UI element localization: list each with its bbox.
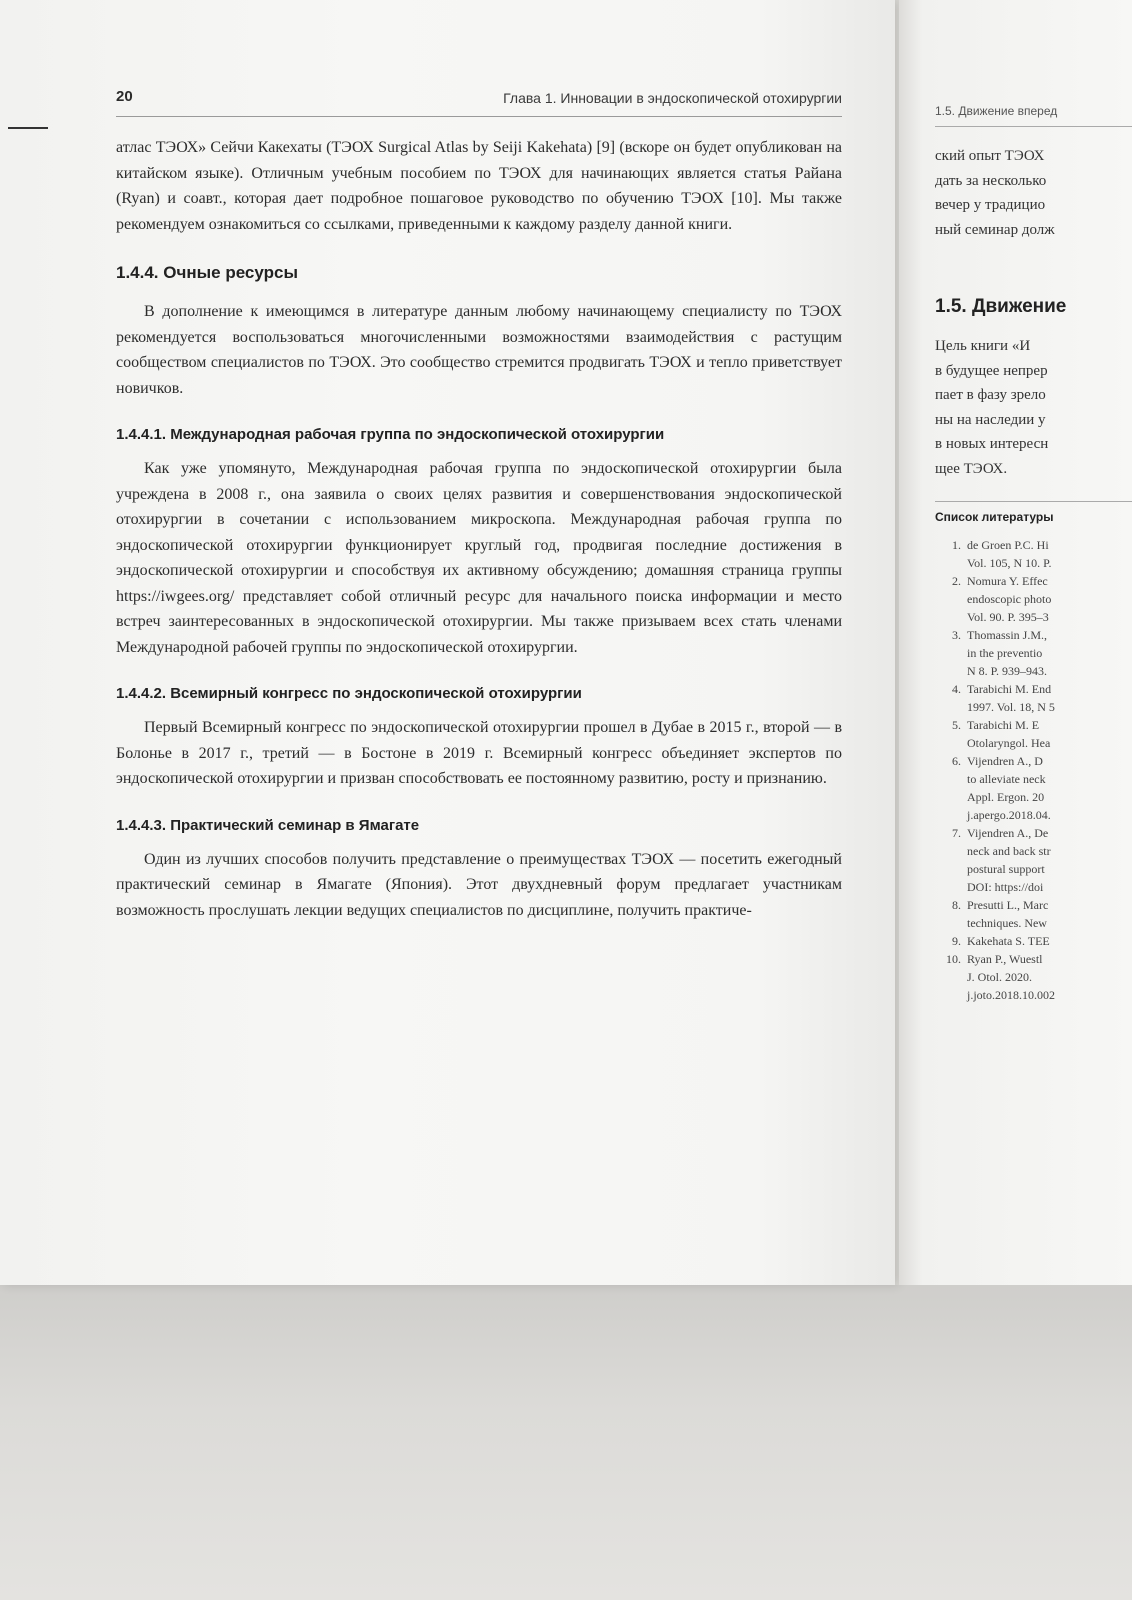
reference-number: 7. (952, 826, 961, 840)
page-number: 20 (116, 88, 133, 105)
text-line: ный семинар долж (935, 221, 1055, 238)
intro-paragraph: атлас ТЭОХ» Сейчи Какехаты (ТЭОХ Surgical Atlas by Seiji Kakehata) [9] (вскоре он будет опубликован на китайском языке). Отличным учебным пособием по ТЭОХ для начинающих является статья Райана (Ryan) и соавт., которая дает подробное пошаговое руководство по обучению ТЭОХ [10]. Мы также рекомендуем ознакомиться со ссылками, приведенными к каждому разделу данной книги. (116, 139, 842, 233)
reference-line: j.apergo.2018.04. (967, 808, 1051, 822)
header-rule (116, 116, 842, 117)
reference-line: j.joto.2018.10.002 (967, 988, 1056, 1002)
reference-item (939, 572, 1055, 626)
reference-item (939, 752, 1055, 824)
text-line: ский опыт ТЭОХ (935, 148, 1045, 164)
references-title: Список литературы (935, 510, 1054, 524)
reference-line: Vol. 105, N 10. P. (967, 556, 1052, 570)
reference-line: techniques. New (967, 916, 1047, 930)
section-paragraph-1-4-4-3: Один из лучших способов получить представление о преимуществах ТЭОХ — посетить ежегодный практический семинар в Ямагате (Япония). Этот двухдневный форум предлагает участникам возможность прослушать лекции ведущих специалистов по дисциплине, получить практиче- (116, 850, 842, 919)
page-content (116, 135, 842, 923)
references-list (939, 536, 1055, 1004)
reference-line: de Groen P.C. Hi (967, 538, 1049, 552)
section-heading-1-4-4: 1.4.4. Очные ресурсы (116, 263, 298, 282)
right-section-heading: 1.5. Движение (935, 296, 1067, 317)
reference-number: 2. (952, 574, 961, 588)
reference-line: Vijendren A., De (967, 826, 1049, 840)
reference-line: postural support (967, 862, 1045, 876)
reference-line: 1997. Vol. 18, N 5 (967, 700, 1055, 714)
reference-line: Thomassin J.M., (967, 628, 1048, 642)
running-header: Глава 1. Инновации в эндоскопической отохирургии (503, 90, 842, 106)
reference-number: 4. (952, 682, 961, 696)
reference-number: 9. (952, 934, 961, 948)
text-line: в будущее непрер (935, 362, 1048, 379)
text-line: Цель книги «И (935, 338, 1031, 354)
right-page (899, 0, 1132, 1285)
reference-item (939, 824, 1055, 896)
scanner-background (0, 1285, 1132, 1600)
reference-item (939, 680, 1055, 716)
text-line: ны на наследии у (935, 411, 1046, 428)
reference-item (939, 950, 1055, 1004)
section-heading-1-4-4-3: 1.4.4.3. Практический семинар в Ямагате (116, 816, 420, 834)
reference-line: neck and back str (967, 844, 1051, 858)
section-paragraph-1-4-4-1: Как уже упомянуто, Международная рабочая группа по эндоскопической отохирургии была учреждена в 2008 г., она заявила о своих целях развития и совершенствования эндоскопической отохирургии в сочетании с использованием микроскопа. Международная рабочая группа по эндоскопической отохирургии функционирует круглый год, продвигая последние достижения в эндоскопической отохирургии и способствуя их активному обсуждению; домашняя страница группы https://iwgees.org/ представляет собой отличный ресурс для начального поиска информации и место встреч заинтересованных в эндоскопической отохирургии. Мы также призываем всех стать членами Международной рабочей группы по эндоскопической отохирургии. (116, 460, 842, 656)
reference-line: DOI: https://doi (967, 880, 1044, 894)
reference-number: 8. (952, 898, 961, 912)
refs-rule (935, 501, 1132, 502)
right-section-paragraph (935, 334, 1048, 481)
reference-line: Tarabichi M. E (967, 718, 1040, 732)
section-paragraph-1-4-4: В дополнение к имеющимся в литературе данным любому начинающему специалисту по ТЭОХ рекомендуется воспользоваться многочисленными возможностями взаимодействия с растущим сообществом специалистов по ТЭОХ. Это сообщество стремится продвигать ТЭОХ и тепло приветствует новичков. (116, 303, 842, 397)
reference-item (939, 536, 1055, 572)
reference-line: N 8. P. 939–943. (967, 664, 1048, 678)
reference-line: Ryan P., Wuestl (967, 952, 1043, 966)
reference-line: J. Otol. 2020. (967, 970, 1033, 984)
right-top-paragraph (935, 144, 1055, 242)
reference-line: endoscopic photo (967, 592, 1052, 606)
reference-number: 6. (952, 754, 961, 768)
reference-line: Vijendren A., D (967, 754, 1043, 768)
reference-number: 10. (946, 952, 961, 966)
section-heading-1-4-4-2: 1.4.4.2. Всемирный конгресс по эндоскопической отохирургии (116, 685, 582, 702)
text-line: в новых интересн (935, 436, 1049, 452)
reference-line: Appl. Ergon. 20 (967, 790, 1045, 804)
right-header-rule (935, 126, 1132, 127)
reference-item (939, 896, 1055, 932)
reference-item (939, 626, 1055, 680)
reference-line: Otolaryngol. Hea (967, 736, 1051, 750)
reference-line: in the preventio (967, 646, 1043, 660)
reference-line: Vol. 90. P. 395–3 (967, 610, 1049, 624)
text-line: пает в фазу зрело (935, 387, 1046, 403)
right-running-header: 1.5. Движение вперед (935, 104, 1058, 118)
text-line: дать за несколько (935, 172, 1047, 189)
text-line: вечер у традицио (935, 197, 1046, 213)
reference-number: 3. (952, 628, 961, 642)
reference-line: Tarabichi M. End (967, 682, 1052, 696)
reference-line: Kakehata S. TEE (967, 934, 1050, 948)
reference-line: Presutti L., Marc (967, 898, 1049, 912)
reference-item (939, 932, 1055, 950)
edge-mark (8, 127, 48, 129)
section-paragraph-1-4-4-2: Первый Всемирный конгресс по эндоскопической отохирургии прошел в Дубае в 2015 г., второй — в Болонье в 2017 г., третий — в Бостоне в 2019 г. Всемирный конгресс объединяет экспертов по эндоскопической отохирургии и призван способствовать ее постоянному развитию, росту и признанию. (116, 719, 842, 787)
reference-number: 5. (952, 718, 961, 732)
section-heading-1-4-4-1: 1.4.4.1. Международная рабочая группа по эндоскопической отохирургии (116, 426, 665, 443)
reference-line: Nomura Y. Effec (967, 574, 1048, 588)
reference-number: 1. (952, 538, 961, 552)
reference-line: to alleviate neck (967, 772, 1046, 786)
reference-item (939, 716, 1055, 752)
text-line: щее ТЭОХ. (935, 460, 1008, 477)
